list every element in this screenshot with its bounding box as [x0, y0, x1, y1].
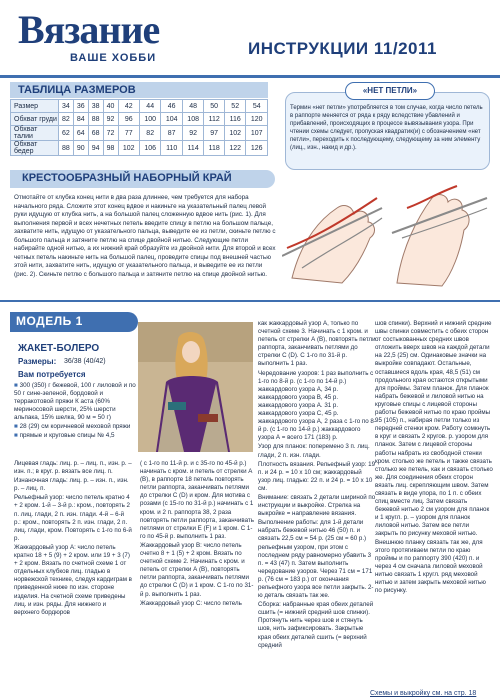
materials-list: [14, 382, 136, 441]
sizes-table-row: [11, 100, 268, 113]
no-loop-title: «НЕТ ПЕТЛИ»: [345, 82, 435, 100]
sizes-cell: 102: [224, 126, 245, 141]
sizes-cell: 87: [161, 126, 182, 141]
sizes-cell: 92: [103, 113, 118, 126]
hand-figure-2: [392, 186, 487, 286]
sizes-cell: 116: [224, 113, 245, 126]
sizes-cell: 64: [73, 126, 88, 141]
sizes-cell: 72: [103, 126, 118, 141]
sizes-cell: 54: [246, 100, 268, 113]
sizes-table-row: [11, 126, 268, 141]
sizes-cell: 126: [246, 141, 268, 156]
sizes-cell: 90: [73, 141, 88, 156]
sizes-cell: 88: [59, 141, 74, 156]
sizes-cell: 50: [204, 100, 225, 113]
sizes-table-row: [11, 141, 268, 156]
sizes-cell: 88: [88, 113, 103, 126]
sizes-table-title: ТАБЛИЦА РАЗМЕРОВ: [18, 84, 136, 96]
magazine-subtitle: ВАШЕ ХОББИ: [70, 52, 157, 64]
sizes-cell: 108: [182, 113, 203, 126]
sizes-cell: 120: [246, 113, 268, 126]
materials-item: ■ 300 (350) г бежевой, 100 г лиловой и по 50 г сине-зеленой, бордовой и терракотовой пряжи К аста (60% мериносовой шерсти, 25% шерсти альпака, 15% шелка, 90 м = 50 г): [14, 382, 136, 421]
instructions-column-2: ( с 1-го по 11-й р. и с 35-го по 45-й р.) начинать с кром. и петель от стрелки А (B), в раппорте 18 петель повторять петли раппорта, заканчивать петлями до стрелки C (D) и кром. Для мотива с розами (с 15-го по 31-й р.) начинать с 1 кром. и 2 п. раппорта 38, 2 раза повторять петли раппорта, заканчивать петлями от стрелки E (F) и 1 кром. С 1-го по 45-й р. выполнить 1 раз. Жаккардовый узор B: число петель счетно 8 + 1 (5) + 2 кром. Вязать по счетной схеме 2. Начинать с кром. и петель от стрелки А (B), повторять петли раппорта, заканчивать петлями до стрелки C (D) и 1 кром. С 1-го по 31-й р. выполнить 1 раз. Жаккардовый узор C: число петель: [140, 460, 254, 607]
sizes-cell: 46: [161, 100, 182, 113]
sizes-table-row: [11, 113, 268, 126]
materials-item: ■ прямые и круговые спицы № 4,5: [14, 432, 115, 439]
sizes-cell: 44: [139, 100, 160, 113]
sizes-cell: 40: [103, 100, 118, 113]
issue-title: ИНСТРУКЦИИ 11/2011: [248, 39, 437, 58]
model-name: ЖАКЕТ-БОЛЕРО: [18, 343, 100, 354]
sizes-cell: 84: [73, 113, 88, 126]
sizes-cell: 38: [88, 100, 103, 113]
sizes-cell: 118: [204, 141, 225, 156]
model-title: МОДЕЛЬ 1: [16, 314, 83, 328]
header-rule: [0, 75, 500, 78]
sizes-cell: 122: [224, 141, 245, 156]
sizes-cell: 98: [103, 141, 118, 156]
sizes-cell: 42: [118, 100, 139, 113]
sizes-cell: 110: [161, 141, 182, 156]
bullet-icon: ■: [14, 382, 20, 389]
sizes-table: [10, 99, 268, 156]
sizes-cell: 96: [118, 113, 139, 126]
masthead: [0, 0, 500, 78]
materials-title: Вам потребуется: [18, 370, 86, 379]
sizes-cell: 36: [73, 100, 88, 113]
bullet-icon: ■: [14, 432, 20, 439]
sizes-row-label: Обхват талии: [11, 126, 59, 141]
instructions-column-3: как жаккардовый узор А, только по счетной схеме 3. Начинать с 1 кром. и петель от стрелки А (B), повторять петли раппорта, заканчивать петлями до стрелки C (D). С 1-го по 31-й р. выполнить 1 раз. Чередование узоров: 1 раз выполнить с 1-го по 8-й р. (с 1-го по 14-й р.) жаккардового узора А, 34 р. жаккардового узора B, 45 р. жаккардового узора А. 31 р. жаккардового узора C, 45 р. жаккардового узора А, 2 раза с 1-го по 8-й р. (с 1-го по 14-й р.) жаккардового узора А = всего 171 (183) р. Узор для планок: поперемено 3 п. лиц. глади, 2 п. изн. глади. Плотность вязания. Рельефный узор: 19 п. и 24 р. = 10 х 10 см; жаккардовый узор лиц. гладью: 22 п. и 24 р. = 10 х 10 см. Внимание: связать 2 детали шириной по инструкции и выкройке. Стрелка на выкройке = направление вязания. Выполнение работы: для 1-й детали набрать бежевой нитью 46 (50) п. и связать 22,5 см = 54 р. (25 см = 60 р.) рельефным узором, при этом с последнем ряду равномерно убавить 3 п. = 43 (47) п. Затем выполнить чередование узоров. Через 71 см = 171 р. (76 см = 183 р.) от окончания рельефного узора все петли закрыть. 2-ю деталь связать так же. Сборка: набранные края обеих деталей сшить (= нижний средний шов спинки). Протянуть нить через шов и стянуть шов, нить зафиксировать. Закрытые края обеих деталей сшить (= верхний средний: [258, 320, 376, 649]
sizes-cell: 34: [59, 100, 74, 113]
cast-on-text: Отмотайте от клубка конец нити в два раза длиннее, чем требуется для набора начального ряда. Сложите этот конец вдвое и накиньте на указательный палец левой руки идущую от клубка нить, а на большой палец сложенную вдвое нить (рис. 1). Для выполнения первой и всех нечетных петель введите спицу в петлю на большом пальце, захватите нить, идущую от указательного пальца, выведите ее из петли, скиньте петлю с большого пальца и затяните петлю на спице двойной нитью. Следующие петли набирайте одной нитью, а их нижний край образуйте из двойной нити. Для второй и всех четных петель накиньте нить на большой палец, проведите спицы под внешней частью этой нити, захватите нить, идущую от указательного пальца, и выведите ее из петли (рис. 2). Скиньте петлю с большого пальца и затяните петлю на спице двойной нитью.: [14, 194, 276, 278]
model-sizes-value: 36/38 (40/42): [64, 358, 106, 365]
no-loop-text: Термин «нет петли» употребляется в том случае, когда число петель в раппорте меняется от ряда к ряду вследствие убавлений и прибавлений, происходящих в процессе вывязывания узора. При чтении схемы следует, пропуская квадратик(и) с обозначением «нет петли», переходить к последующему, следующему за ним элементу (лиц., изн., накид и др.).: [290, 105, 483, 151]
bullet-icon: ■: [14, 423, 20, 430]
sizes-cell: 114: [182, 141, 203, 156]
section-divider: [0, 300, 500, 302]
model-sizes-label: Размеры:: [18, 357, 57, 366]
sizes-cell: 97: [204, 126, 225, 141]
instructions-column-4: шов спинки). Верхний и нижний средние швы спинки совместить с обеих сторон от состыкованных средних швов отложить вверх швов на каждой детали на 22,5 (25) см. Одинаковые значки на выкройке совпадают. Остальные, оставшиеся вдоль края, 48,5 (51) см продольного края остаются открытыми для проймы. Затем планок. Для планок набрать бежевой и лиловой нитью на круговые спицы с лицевой стороны работы бежевой нитью по краю проймы 95 (105) п., набирая петли только из передней стенки кром. Работу сомкнуть в круг и связать 2 кругов. р. узором для планок. Затем с лицевой стороны работы набрать из свободной стенки кром. столько же петель и также связать столько же петель, как и связать столько же. Для соединения обеих сторон вязать лиц. скрепляющим швом. Затем связать в виде упора, по 1 п. с обеих спиц вместе лиц. Затем связать бежевой нитью 2 см узором для планок и 1 кругл. р. – узором для планок лиловой нитью. Затем все петли закрыть по рисунку меховой нитью. Внешнюю планку связать так же, для этого протягиваем петли по краю проймы и по раппорту 390 (420) п. и через 4 см сначала лиловой меховой нитью связать 1 кругл. ряд меховой нитью и затем закрыть меховой нитью по рисунку.: [375, 320, 493, 595]
sizes-cell: 100: [139, 113, 160, 126]
sizes-cell: 77: [118, 126, 139, 141]
sizes-cell: 94: [88, 141, 103, 156]
hand-figure-1: [282, 198, 382, 283]
sizes-cell: 68: [88, 126, 103, 141]
sizes-cell: 104: [161, 113, 182, 126]
model-photo: [138, 322, 253, 452]
materials-item: ■ 28 (29) см коричневой меховой пряжи: [14, 423, 131, 430]
sizes-cell: 106: [139, 141, 160, 156]
cast-on-title: КРЕСТООБРАЗНЫЙ НАБОРНЫЙ КРАЙ: [22, 172, 232, 184]
instructions-column-1: Лицевая гладь: лиц. р. – лиц. п., изн. р. – изн. п.; в круг. р. вязать все лиц. п. Изнаночная гладь: лиц. р. – изн. п., изн. р. – лиц. п. Рельефный узор: число петель кратно 4 + 2 кром. 1-й – 3-й р.: кром., повторять 2 п. лиц. глади, 2 п. изн. глади. 4-й – 6-й р.: кром., повторять 2 п. изн. глади, 2 п. лиц. глади, кром. Повторять с 1-го по 6-й р. Жаккардовый узор А: число петель кратно 18 + 5 (9) + 2 кром. или 19 + 3 (7) + 2 кром. Вязать по счетной схеме 1 от отдельных клубков лиц. гладью в норвежской технике, следуя кардиграм в приведенной ниже по изн. стороне изделия. На счетной схеме приведены лиц. и изн. ряды. Для нижнего и верхнего бордюров: [14, 460, 132, 616]
sizes-row-label: Обхват груди: [11, 113, 59, 126]
sizes-cell: 82: [139, 126, 160, 141]
magazine-logo: Вязание: [18, 7, 160, 52]
sizes-cell: 48: [182, 100, 203, 113]
sizes-cell: 112: [204, 113, 225, 126]
cast-on-illustration: [282, 178, 492, 288]
pattern-reference-link[interactable]: Схемы и выкройку см. на стр. 18: [370, 690, 477, 697]
sizes-row-label: Размер: [11, 100, 59, 113]
sizes-cell: 62: [59, 126, 74, 141]
sizes-cell: 102: [118, 141, 139, 156]
sizes-cell: 92: [182, 126, 203, 141]
sizes-row-label: Обхват бедер: [11, 141, 59, 156]
sizes-cell: 107: [246, 126, 268, 141]
sizes-cell: 52: [224, 100, 245, 113]
sizes-cell: 82: [59, 113, 74, 126]
